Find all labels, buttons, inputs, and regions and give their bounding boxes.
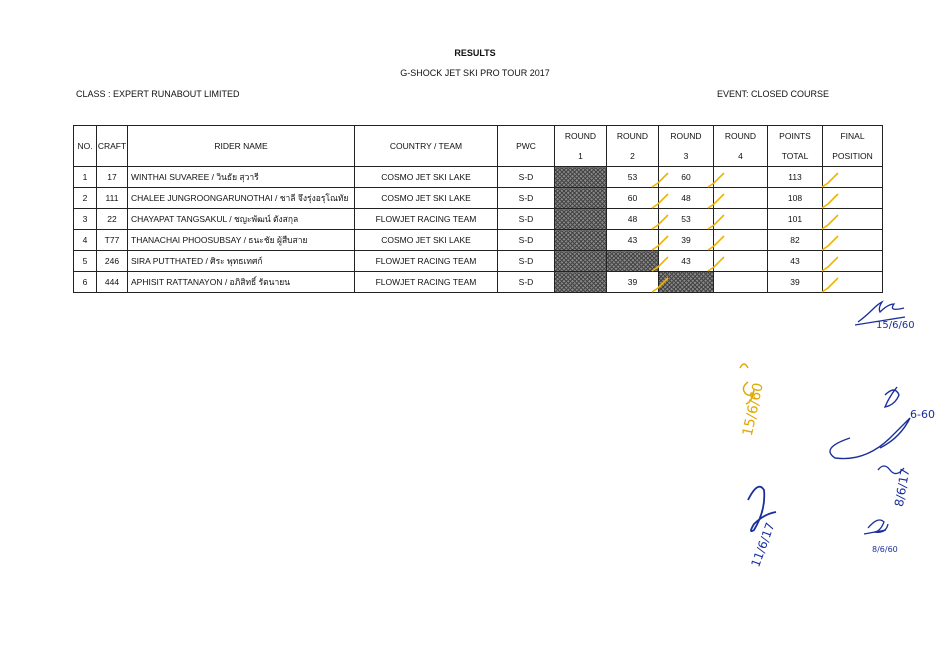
- row-craft: 17: [97, 167, 128, 188]
- row-craft: 444: [97, 272, 128, 293]
- row-no: 6: [74, 272, 97, 293]
- row-rider: WINTHAI SUVAREE / วินธัย สุวารี: [128, 167, 355, 188]
- round-4-number: 4: [738, 151, 743, 161]
- signature-2: [740, 364, 767, 438]
- total-label: TOTAL: [781, 151, 809, 161]
- row-rider: SIRA PUTTHATED / ศิระ พุทธเทศก์: [128, 251, 355, 272]
- col-rider: RIDER NAME: [128, 126, 355, 167]
- results-title: RESULTS: [454, 48, 496, 58]
- row-round-3: [659, 272, 714, 293]
- signature-4: [878, 466, 912, 508]
- row-round-3: 60: [659, 167, 714, 188]
- row-pwc: S-D: [498, 251, 555, 272]
- row-round-4: [714, 167, 768, 188]
- round-4-label: ROUND: [724, 131, 757, 141]
- col-country: COUNTRY / TEAM: [355, 126, 498, 167]
- table-header-row: [74, 126, 883, 167]
- round-2-label: ROUND: [616, 131, 649, 141]
- signature-6-date: 8/6/60: [872, 545, 898, 554]
- position-label: POSITION: [832, 151, 873, 161]
- row-pwc: S-D: [498, 188, 555, 209]
- event-subtitle: G-SHOCK JET SKI PRO TOUR 2017: [400, 68, 550, 78]
- signature-1: [855, 302, 915, 331]
- results-body: [74, 167, 883, 293]
- row-final: [823, 272, 883, 293]
- row-total: 39: [768, 272, 823, 293]
- row-round-1: [555, 209, 607, 230]
- col-no: NO.: [74, 126, 97, 167]
- row-no: 3: [74, 209, 97, 230]
- row-craft: 246: [97, 251, 128, 272]
- row-team: FLOWJET RACING TEAM: [355, 251, 498, 272]
- row-total: 43: [768, 251, 823, 272]
- row-team: FLOWJET RACING TEAM: [355, 272, 498, 293]
- row-no: 1: [74, 167, 97, 188]
- round-3-label: ROUND: [670, 131, 702, 141]
- table-row: [74, 188, 883, 209]
- row-round-1: [555, 230, 607, 251]
- table-row: [74, 251, 883, 272]
- round-1-number: 1: [578, 151, 583, 161]
- event-label: EVENT: CLOSED COURSE: [717, 89, 830, 99]
- row-team: COSMO JET SKI LAKE: [355, 167, 498, 188]
- signature-3: [830, 387, 935, 459]
- col-round-1: [555, 126, 607, 167]
- row-round-2: 48: [607, 209, 659, 230]
- row-craft: 111: [97, 188, 128, 209]
- signature-6: [864, 520, 898, 554]
- class-label: CLASS : EXPERT RUNABOUT LIMITED: [76, 89, 240, 99]
- row-rider: CHAYAPAT TANGSAKUL / ชญะพัฒน์ ตังสกุล: [128, 209, 355, 230]
- row-total: 101: [768, 209, 823, 230]
- row-round-3: 48: [659, 188, 714, 209]
- signature-2-date: 15/6/60: [739, 381, 767, 438]
- row-final: [823, 230, 883, 251]
- col-points: [768, 126, 823, 167]
- row-round-4: [714, 188, 768, 209]
- row-craft: 22: [97, 209, 128, 230]
- row-craft: T77: [97, 230, 128, 251]
- row-round-1: [555, 167, 607, 188]
- table-row: [74, 272, 883, 293]
- row-round-2: [607, 251, 659, 272]
- row-round-4: [714, 251, 768, 272]
- row-team: COSMO JET SKI LAKE: [355, 230, 498, 251]
- table-row: [74, 230, 883, 251]
- row-round-1: [555, 272, 607, 293]
- signature-1-date: 15/6/60: [876, 320, 915, 331]
- row-final: [823, 188, 883, 209]
- results-table: [73, 125, 883, 293]
- row-round-3: 39: [659, 230, 714, 251]
- col-round-4: [714, 126, 768, 167]
- row-total: 108: [768, 188, 823, 209]
- row-final: [823, 209, 883, 230]
- row-round-1: [555, 188, 607, 209]
- signature-4-date: 8/6/17: [891, 467, 913, 508]
- signature-5: [748, 487, 777, 569]
- row-no: 5: [74, 251, 97, 272]
- table-row: [74, 167, 883, 188]
- signature-5-date: 11/6/17: [748, 520, 778, 569]
- row-round-1: [555, 251, 607, 272]
- row-total: 82: [768, 230, 823, 251]
- row-final: [823, 251, 883, 272]
- row-no: 2: [74, 188, 97, 209]
- row-rider: THANACHAI PHOOSUBSAY / ธนะชัย ผู้สืบสาย: [128, 230, 355, 251]
- round-3-number: 3: [683, 151, 689, 161]
- col-craft: CRAFT: [97, 126, 128, 167]
- row-total: 113: [768, 167, 823, 188]
- col-round-3: [659, 126, 714, 167]
- row-rider: APHISIT RATTANAYON / อภิสิทธิ์ รัตนายน: [128, 272, 355, 293]
- row-round-2: 53: [607, 167, 659, 188]
- col-pwc: PWC: [498, 126, 555, 167]
- row-pwc: S-D: [498, 272, 555, 293]
- row-pwc: S-D: [498, 209, 555, 230]
- final-label: FINAL: [840, 131, 865, 141]
- row-team: FLOWJET RACING TEAM: [355, 209, 498, 230]
- row-pwc: S-D: [498, 230, 555, 251]
- round-2-number: 2: [630, 151, 635, 161]
- row-round-2: 43: [607, 230, 659, 251]
- col-final: [823, 126, 883, 167]
- row-round-4: [714, 209, 768, 230]
- row-round-2: 39: [607, 272, 659, 293]
- row-pwc: S-D: [498, 167, 555, 188]
- col-round-2: [607, 126, 659, 167]
- signature-3-date: 6-60: [910, 408, 935, 421]
- round-1-label: ROUND: [564, 131, 597, 141]
- row-round-3: 43: [659, 251, 714, 272]
- row-no: 4: [74, 230, 97, 251]
- row-round-2: 60: [607, 188, 659, 209]
- row-round-3: 53: [659, 209, 714, 230]
- row-final: [823, 167, 883, 188]
- row-rider: CHALEE JUNGROONGARUNOTHAI / ชาลี จึงรุ่งอรุโณทัย: [128, 188, 355, 209]
- points-label: POINTS: [779, 131, 811, 141]
- table-row: [74, 209, 883, 230]
- row-round-4: [714, 230, 768, 251]
- row-team: COSMO JET SKI LAKE: [355, 188, 498, 209]
- row-round-4: [714, 272, 768, 293]
